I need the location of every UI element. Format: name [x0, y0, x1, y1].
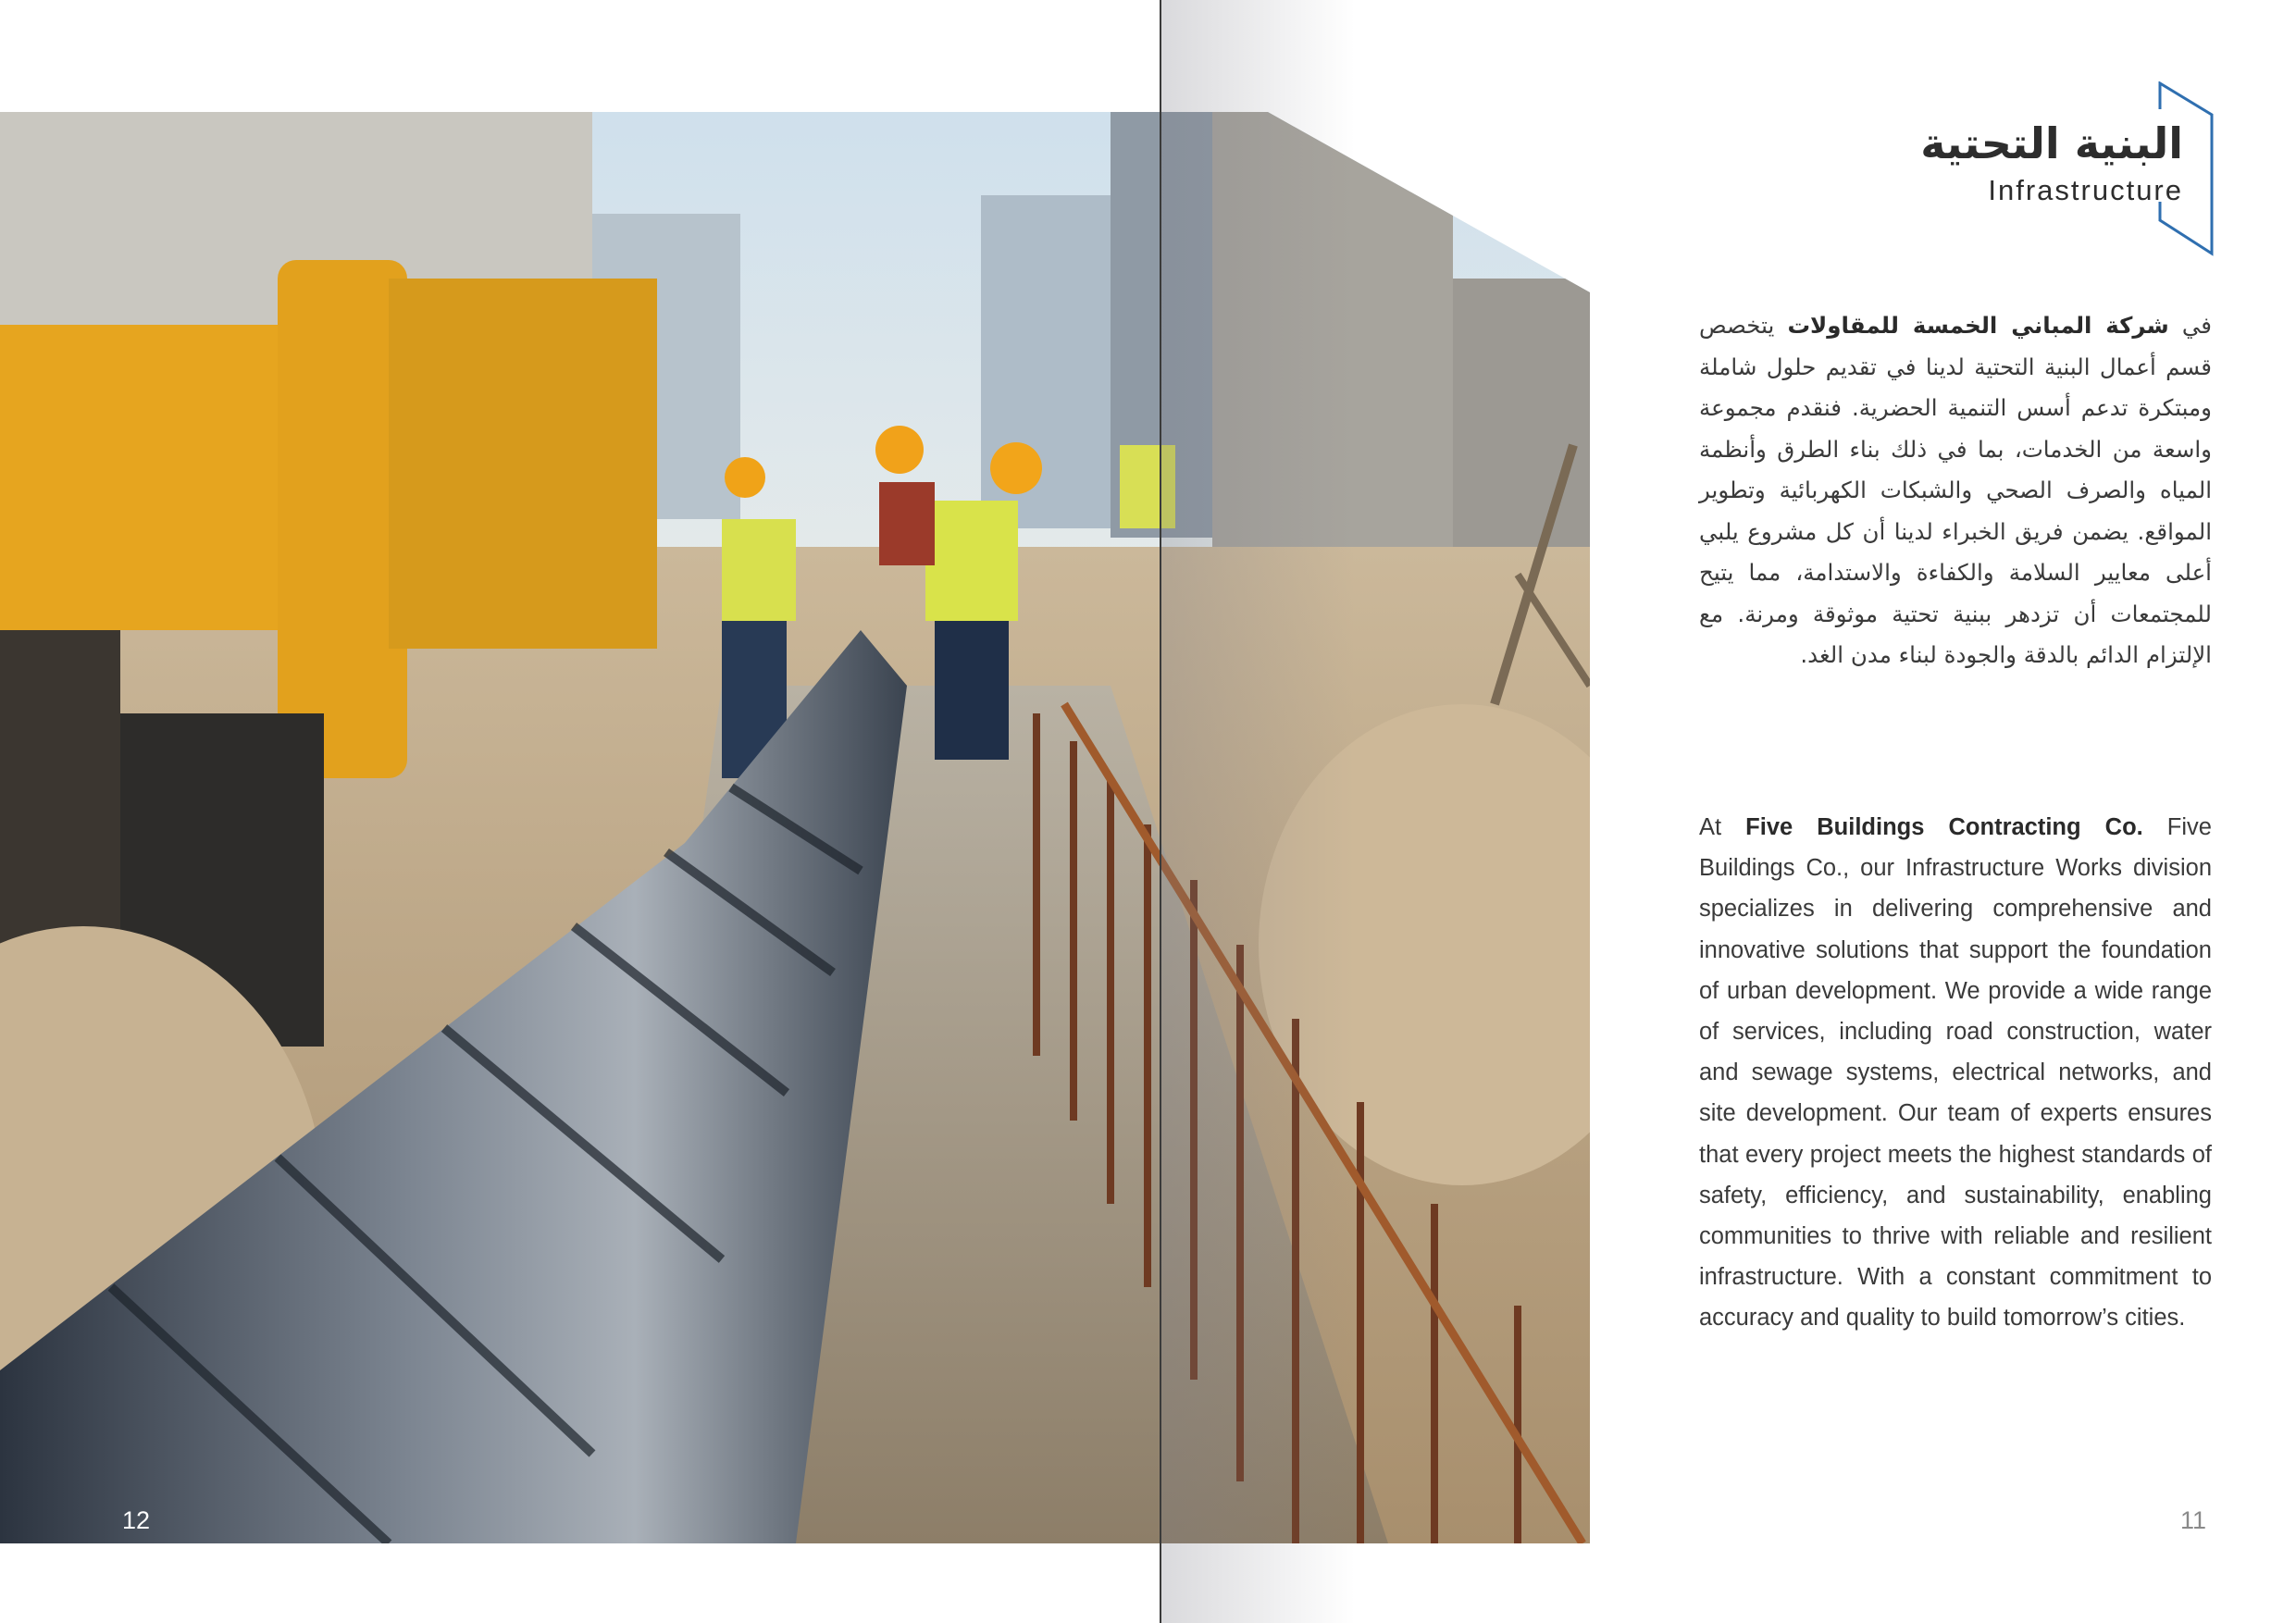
english-lead: At: [1699, 814, 1746, 840]
page-title-arabic: البنية التحتية: [1920, 118, 2183, 168]
english-body: Five Buildings Co., our Infrastructure Works division specializes in delivering comprehensive and innovative solutions that support the foundation of urban development. We provide a wide range of services, including road construction, water and sewage systems, electrical networks, and site development. Our team of experts ensures that every project meets the highest standards of safety, efficiency, and sustainability, enabling communities to thrive with reliable and resilient infrastructure. With a constant commitment to accuracy and quality to build tomorrow’s cities.: [1699, 814, 2212, 1332]
page-number-right: 11: [2180, 1506, 2207, 1534]
construction-photo: [0, 112, 1590, 1543]
english-paragraph: [1699, 807, 2212, 1339]
arabic-lead: في: [2168, 312, 2213, 339]
arabic-body: يتخصص قسم أعمال البنية التحتية لدينا في تقديم حلول شاملة ومبتكرة تدعم أسس التنمية الحضرية. فنقدم مجموعة واسعة من الخدمات، بما في ذلك بناء الطرق وأنظمة المياه والصرف الصحي والشبكات الكهربائية وتطوير المواقع. يضمن فريق الخبراء لدينا أن كل مشروع يلبي أعلى معايير السلامة والكفاءة والاستدامة، مما يتيح للمجتمعات أن تزدهر ببنية تحتية موثوقة ومرنة. مع الإلتزام الدائم بالدقة والجودة لبناء مدن الغد.: [1699, 312, 2212, 668]
spine-line: [1160, 0, 1161, 1623]
arabic-company-name: شركة المباني الخمسة للمقاولات: [1787, 312, 2169, 339]
title-frame-ornament: [2147, 81, 2221, 257]
page-number-left: 12: [122, 1506, 151, 1534]
arabic-paragraph: [1699, 305, 2212, 676]
english-company-name: Five Buildings Contracting Co.: [1745, 814, 2143, 840]
page-title-english: Infrastructure: [1988, 174, 2183, 206]
